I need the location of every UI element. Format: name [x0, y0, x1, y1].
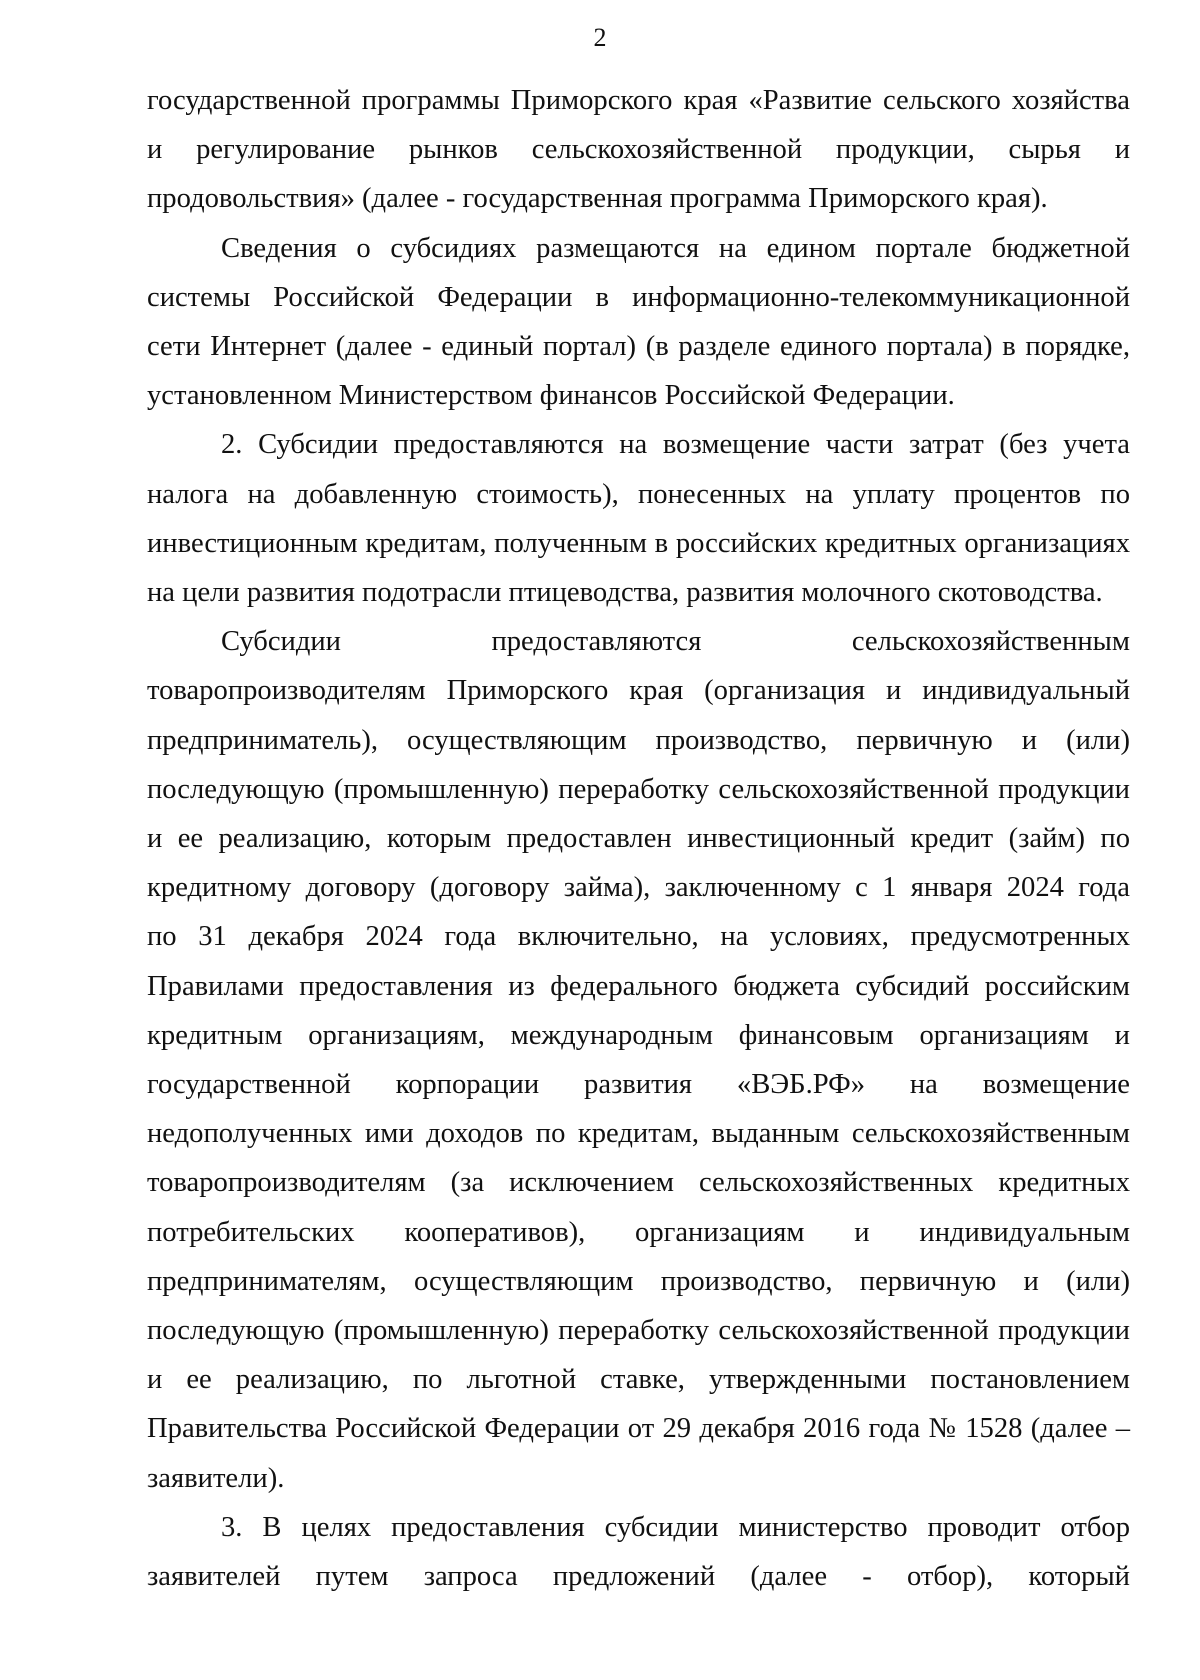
- text-line: последующую (промышленную) переработку сельскохозяйственной продукции: [147, 1315, 1130, 1347]
- text-line: последующую (промышленную) переработку сельскохозяйственной продукции: [147, 773, 1130, 805]
- text-line: товаропроизводителям Приморского края (организация и индивидуальный: [147, 675, 1130, 707]
- text-line: Правилами предоставления из федерального бюджета субсидий российским: [147, 970, 1130, 1002]
- paragraph-clause-3: [147, 1503, 1130, 1601]
- text-line: по 31 декабря 2024 года включительно, на условиях, предусмотренных: [147, 921, 1130, 953]
- text-line: сети Интернет (далее - единый портал) (в разделе единого портала) в порядке,: [147, 331, 1130, 363]
- text-line: предпринимателям, осуществляющим производство, первичную и (или): [147, 1265, 1130, 1297]
- text-line: системы Российской Федерации в информационно-телекоммуникационной: [147, 281, 1130, 313]
- text-line: Сведения о субсидиях размещаются на едином портале бюджетной: [221, 232, 1130, 264]
- text-line: Правительства Российской Федерации от 29 декабря 2016 года № 1528 (далее –: [147, 1413, 1130, 1445]
- text-line: 2. Субсидии предоставляются на возмещение части затрат (без учета: [221, 429, 1130, 461]
- paragraph-clause-2: [147, 420, 1130, 617]
- text-line: государственной программы Приморского края «Развитие сельского хозяйства: [147, 85, 1130, 116]
- text-line: товаропроизводителям (за исключением сельскохозяйственных кредитных: [147, 1167, 1130, 1199]
- document-body: [147, 76, 1130, 1601]
- page-number: 2: [593, 23, 607, 52]
- text-line: 3. В целях предоставления субсидии министерство проводит отбор: [221, 1511, 1130, 1543]
- text-line: потребительских кооперативов), организациям и индивидуальным: [147, 1216, 1130, 1248]
- text-line: на цели развития подотрасли птицеводства, развития молочного скотоводства.: [147, 577, 1103, 609]
- paragraph-program-continuation: [147, 76, 1130, 224]
- text-line: инвестиционным кредитам, полученным в российских кредитных организациях: [147, 527, 1130, 559]
- text-line: и регулирование рынков сельскохозяйственной продукции, сырья и: [147, 134, 1130, 166]
- text-line: кредитному договору (договору займа), заключенному с 1 января 2024 года: [147, 872, 1130, 904]
- text-line: кредитным организациям, международным финансовым организациям и: [147, 1019, 1130, 1051]
- paragraph-portal-info: [147, 224, 1130, 421]
- text-line: предприниматель), осуществляющим производство, первичную и (или): [147, 724, 1130, 756]
- text-line: и ее реализацию, которым предоставлен инвестиционный кредит (займ) по: [147, 823, 1130, 855]
- text-line: государственной корпорации развития «ВЭБ.РФ» на возмещение: [147, 1069, 1130, 1101]
- text-line: недополученных ими доходов по кредитам, выданным сельскохозяйственным: [147, 1118, 1130, 1150]
- text-line: заявители).: [147, 1462, 285, 1494]
- paragraph-recipients: [147, 617, 1130, 1503]
- text-line: Субсидии предоставляются сельскохозяйственным: [221, 626, 1130, 658]
- text-line: продовольствия» (далее - государственная программа Приморского края).: [147, 183, 1048, 215]
- text-line: заявителей путем запроса предложений (далее - отбор), который: [147, 1561, 1130, 1593]
- text-line: и ее реализацию, по льготной ставке, утвержденными постановлением: [147, 1364, 1130, 1396]
- text-line: налога на добавленную стоимость), понесенных на уплату процентов по: [147, 478, 1130, 510]
- text-line: установленном Министерством финансов Российской Федерации.: [147, 380, 955, 412]
